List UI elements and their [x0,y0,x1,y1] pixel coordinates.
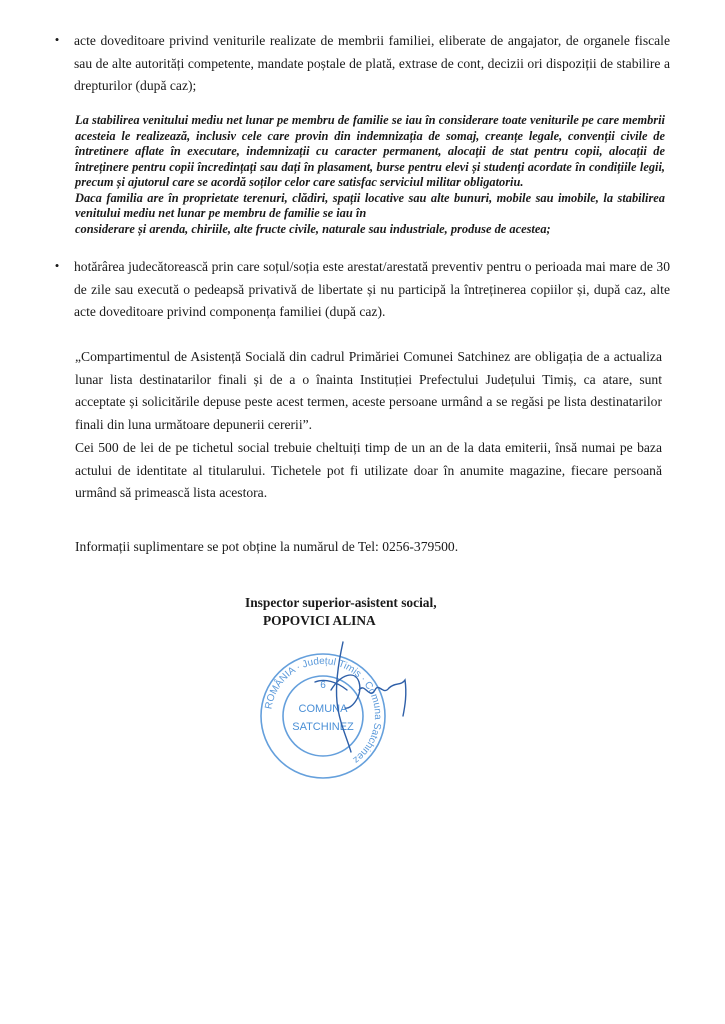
compartment-quote-paragraph: „Compartimentul de Asistență Socială din cadrul Primăriei Comunei Satchinez are obligația de a actualiza lunar lista destinatarilor finali și de a o înainta Instituției Prefectului Județului Timiș, ca atare, sunt acceptate și solicitările depuse peste acest termen, aceste persoane urmând a se regăsi pe lista destinatarilor finali din luna următoare depunerii cererii”. [75,349,662,432]
contact-info-paragraph: Informații suplimentare se pot obține la numărul de Tel: 0256-379500. [75,539,459,554]
emphasis-paragraph: Daca familia are în proprietate terenuri, clădiri, spații locative sau alte bunuri, mobile sau imobile, la stabilirea venitului mediu net lunar pe membru de familie se iau în [75,190,665,220]
stamp-ring-text: ROMÂNIA · Județul Timiș · Comuna Satchinez [263,655,384,766]
stamp-seal-icon [255,630,425,790]
stamp-line1: COMUNA [298,703,348,715]
emphasis-paragraph: considerare și arenda, chiriile, alte fructe civile, naturale sau industriale, produse de acestea; [75,221,551,236]
bullet-text: hotărârea judecătorească prin care soțul/soția este arestat/arestată preventiv pentru o perioada mai mare de 30 de zile sau execută o pedeapsă privativă de libertate și nu participă la întreținerea copiilor și, după caz, alte acte doveditoare privind componența familiei (după caz). [74,259,670,319]
income-calculation-note [75,113,665,237]
bullet-icon: • [54,258,60,273]
signatory-title: Inspector superior-asistent social, [245,595,437,610]
bullet-icon: • [54,32,60,47]
emphasis-paragraph: La stabilirea venitului mediu net lunar pe membru de familie se iau în considerare toate veniturile pe care membrii acesteia le realizează, inclusiv cele care provin din indemnizația de somaj, creanțe legale, convenții civile de întretinere aflate în executare, indemnizații cu caracter permanent, alocații de stat pentru copii, alocații de întreținere pentru copii încredințați sau dați în plasament, burse pentru elevi și studenți acordate în condițiile legii, precum și ajutorul care se acordă soților celor care satisfac serviciul militar obligatoriu. [75,113,665,189]
bullet-text: acte doveditoare privind veniturile realizate de membrii familiei, eliberate de angajator, de organele fiscale sau de alte autorități competente, mandate poștale de plată, extrase de cont, decizii ori dispoziții de stabilire a drepturilor (după caz); [74,33,670,93]
signatory-name: POPOVICI ALINA [263,613,376,628]
stamp-line2: SATCHINEZ [292,721,354,733]
stamp-number: 6 [320,680,326,691]
official-stamp [255,630,425,790]
voucher-paragraph: Cei 500 de lei de pe tichetul social trebuie cheltuiți timp de un an de la data emiterii, însă numai pe baza actului de identitate al titularului. Tichetele pot fi utilizate doar în anumite magazine, fiecare persoană urmând să primească lista acestora. [75,440,662,500]
